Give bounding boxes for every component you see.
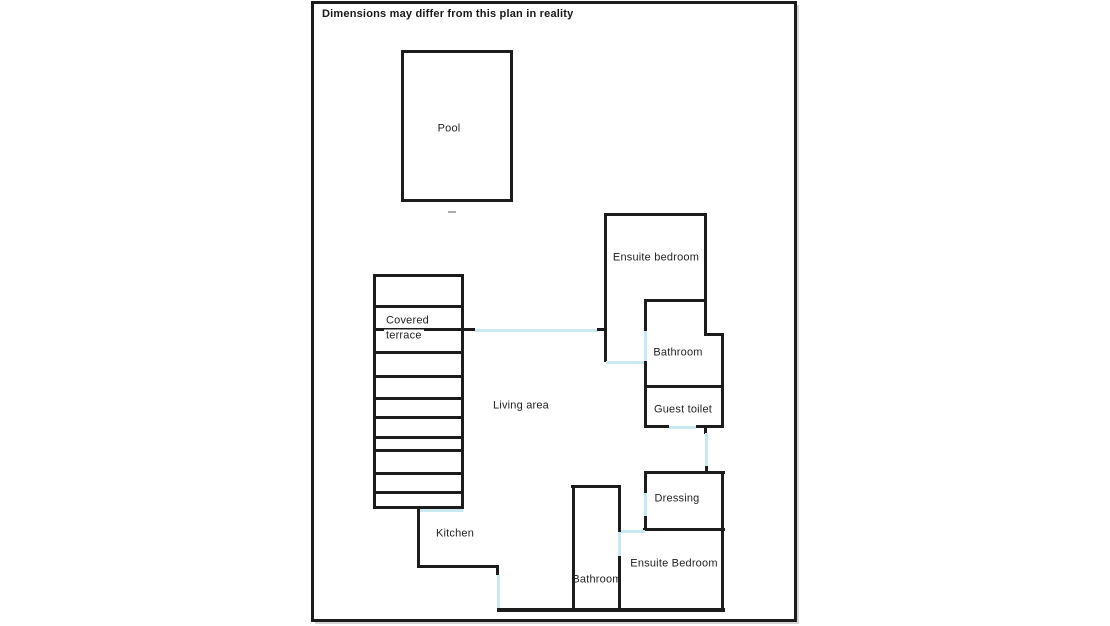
terrace-slat xyxy=(376,449,461,452)
wall-ensuite-bottom-right xyxy=(721,530,724,611)
door-kitchen-living xyxy=(497,575,500,608)
wall-dressing-left-upper xyxy=(644,471,647,493)
wall-shared-upper xyxy=(618,485,621,532)
terrace-slat xyxy=(376,305,461,308)
wall-terrace-door-stub xyxy=(464,328,475,331)
wall-right-upper xyxy=(721,333,724,428)
bathroom-bottom-label: Bathroom xyxy=(572,573,622,586)
terrace-slat xyxy=(376,397,461,400)
covered-terrace-room xyxy=(373,274,464,509)
terrace-slat xyxy=(376,491,461,494)
bathroom-top-label: Bathroom xyxy=(653,346,703,359)
wall-bathroom-top xyxy=(644,299,707,302)
wall-dressing-right xyxy=(721,471,724,531)
terrace-slat xyxy=(376,375,461,378)
wall-bottom-main xyxy=(497,608,725,612)
terrace-slat xyxy=(376,472,461,475)
wall-guest-toilet-bottom-right xyxy=(696,425,724,428)
living-area-label: Living area xyxy=(492,399,550,412)
ensuite-bedroom-bottom-label: Ensuite Bedroom xyxy=(630,557,718,570)
pool-label: Pool xyxy=(437,122,461,135)
wall-guest-toilet-divider xyxy=(644,385,724,388)
guest-toilet-label: Guest toilet xyxy=(653,403,713,416)
door-bathroom-ensuite xyxy=(618,532,621,556)
pool-dash-mark xyxy=(448,211,456,213)
door-bathroom-left xyxy=(644,331,647,361)
door-terrace-kitchen xyxy=(420,509,463,512)
wall-bathroom-left-lower xyxy=(644,361,647,428)
covered-terrace-label-line2: terrace xyxy=(386,329,422,342)
terrace-slat xyxy=(376,351,461,354)
wall-ensuite-left xyxy=(604,213,607,362)
door-terrace-living xyxy=(475,329,598,332)
door-dressing xyxy=(644,493,647,516)
disclaimer-text: Dimensions may differ from this plan in reality xyxy=(322,8,574,20)
door-hall-dressing xyxy=(705,433,708,467)
wall-guest-toilet-bottom-left xyxy=(644,425,669,428)
terrace-slat xyxy=(376,436,461,439)
wall-bathroom-left-upper xyxy=(644,299,647,331)
wall-dressing-bottom xyxy=(643,528,725,531)
wall-kitchen-left xyxy=(417,509,420,568)
covered-terrace-label-line1: Covered xyxy=(386,314,429,327)
ensuite-bedroom-top-label: Ensuite bedroom xyxy=(612,251,700,264)
wall-ensuite-top xyxy=(604,213,707,216)
door-ensuite-hall xyxy=(606,361,645,364)
wall-bathroom2-top xyxy=(571,485,621,488)
kitchen-label: Kitchen xyxy=(435,527,475,540)
door-ensuite-bottom-top xyxy=(621,530,645,533)
door-guest-toilet xyxy=(669,426,696,429)
wall-bathroom2-left xyxy=(572,485,575,611)
wall-kitchen-stub xyxy=(496,565,499,575)
terrace-slat xyxy=(376,416,461,419)
wall-dressing-top xyxy=(644,471,725,474)
dressing-label: Dressing xyxy=(654,492,700,505)
wall-ensuite-right xyxy=(704,213,707,336)
wall-kitchen-bottom xyxy=(417,565,499,568)
